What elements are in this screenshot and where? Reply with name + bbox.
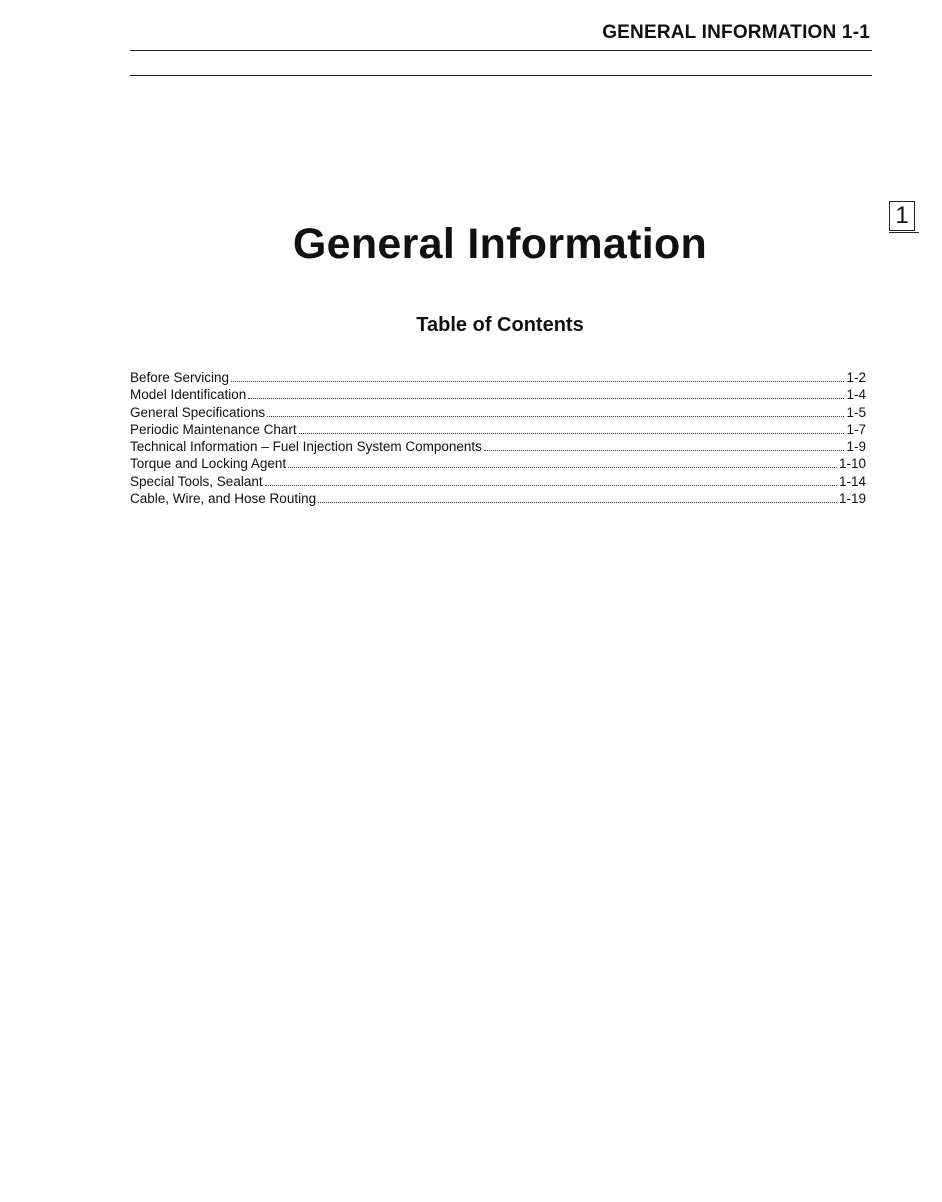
toc-entry-label: Cable, Wire, and Hose Routing xyxy=(130,491,317,507)
toc-entry[interactable] xyxy=(130,386,866,403)
table-of-contents xyxy=(130,369,866,507)
toc-entry[interactable] xyxy=(130,369,866,386)
toc-entry-page: 1-5 xyxy=(846,404,866,420)
toc-entry-page: 1-14 xyxy=(838,473,866,489)
toc-entry-label: Special Tools, Sealant xyxy=(130,473,263,489)
toc-dot-leader xyxy=(288,467,837,468)
toc-entry[interactable] xyxy=(130,473,866,490)
toc-entry[interactable] xyxy=(130,490,866,507)
toc-dot-leader xyxy=(231,381,844,382)
header-rule-top xyxy=(130,50,872,51)
toc-entry-page: 1-4 xyxy=(846,387,866,403)
chapter-title: General Information xyxy=(292,220,708,268)
toc-entry-page: 1-9 xyxy=(846,439,866,455)
toc-dot-leader xyxy=(248,398,844,399)
toc-entry-page: 1-10 xyxy=(838,456,866,472)
toc-entry-label: Before Servicing xyxy=(130,370,230,385)
toc-entry-label: Periodic Maintenance Chart xyxy=(130,421,297,437)
chapter-tab-marker: 1 xyxy=(889,201,915,231)
toc-dot-leader xyxy=(299,433,845,434)
running-header-title: GENERAL INFORMATION 1-1 xyxy=(602,22,870,43)
toc-dot-leader xyxy=(318,502,837,503)
toc-entry-page: 1-2 xyxy=(846,370,866,385)
toc-entry-label: Torque and Locking Agent xyxy=(130,456,287,472)
toc-entry[interactable] xyxy=(130,455,866,472)
toc-entry-label: Model Identification xyxy=(130,387,247,403)
toc-entry-label: Technical Information – Fuel Injection System Components xyxy=(130,439,482,455)
toc-dot-leader xyxy=(267,416,844,417)
toc-dot-leader xyxy=(484,450,845,451)
toc-entry-page: 1-19 xyxy=(838,491,866,507)
toc-entry-label: General Specifications xyxy=(130,404,266,420)
header-rule-bottom xyxy=(130,75,872,76)
toc-dot-leader xyxy=(265,485,837,486)
toc-entry-page: 1-7 xyxy=(846,421,866,437)
toc-entry[interactable] xyxy=(130,404,866,421)
toc-entry[interactable] xyxy=(130,438,866,455)
toc-heading: Table of Contents xyxy=(416,314,584,336)
toc-entry[interactable] xyxy=(130,421,866,438)
